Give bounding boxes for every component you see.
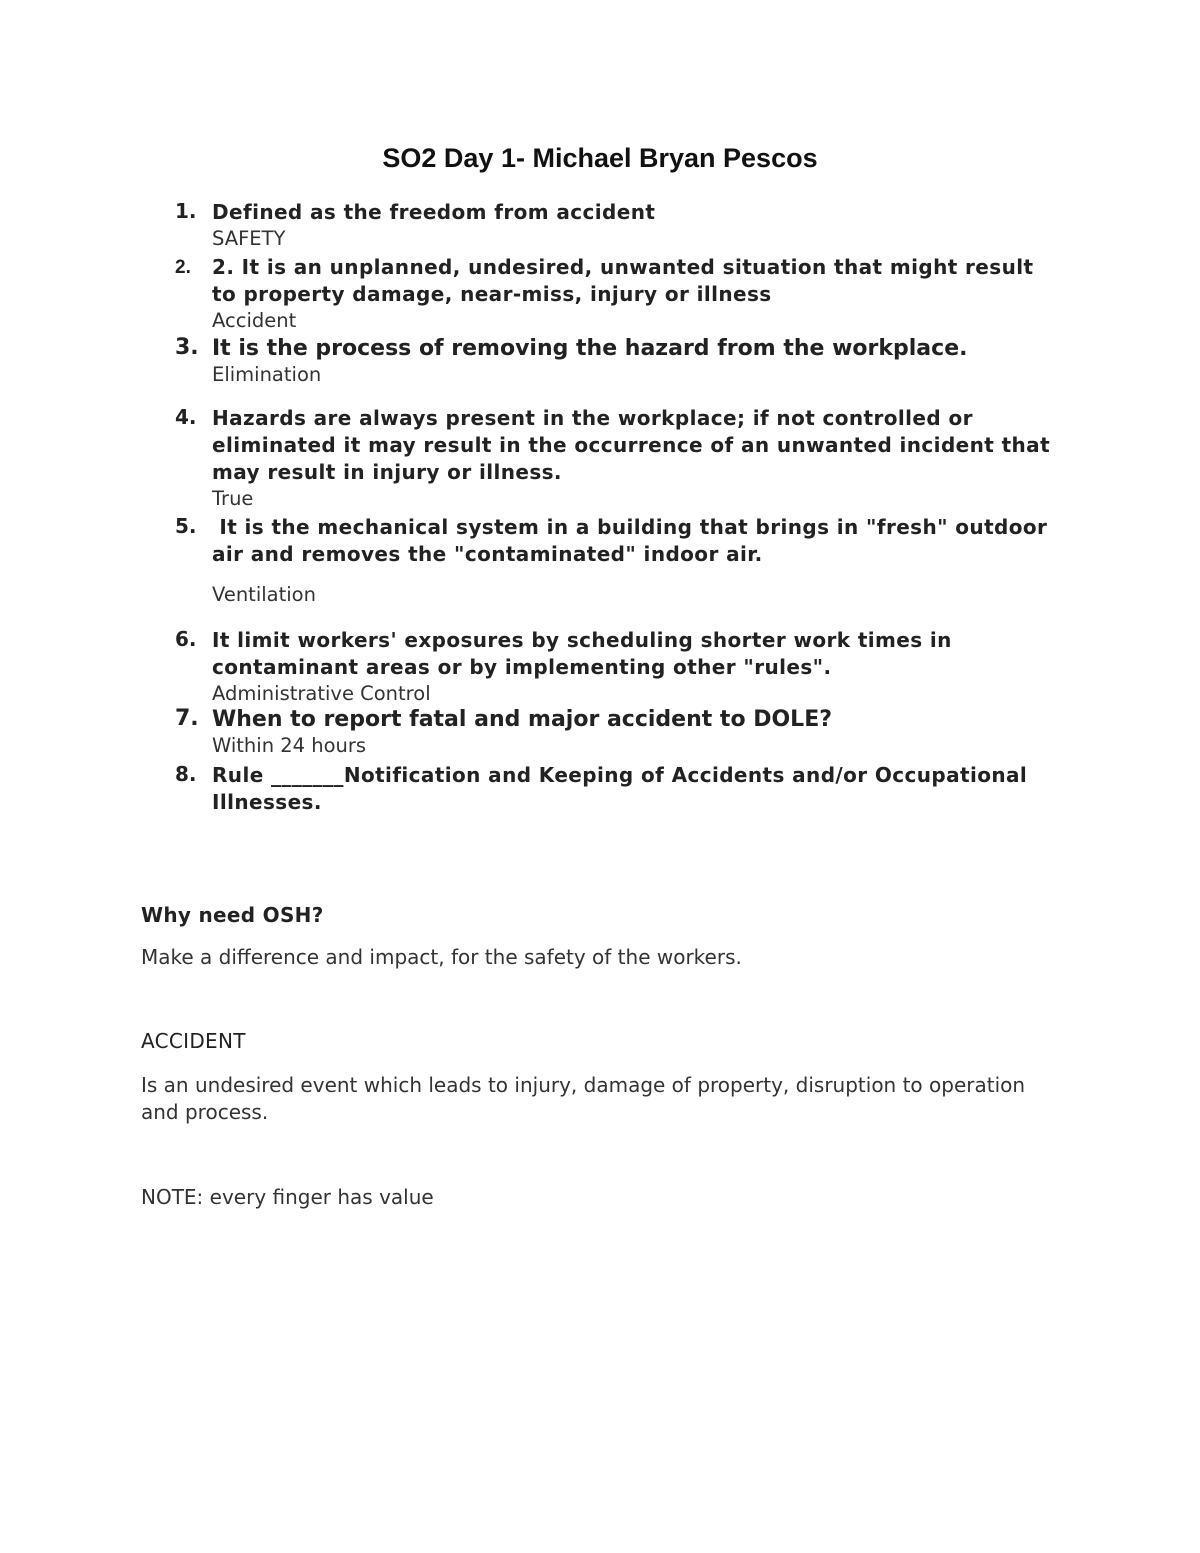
item-number: 3. <box>175 335 199 360</box>
list-item <box>175 405 1055 512</box>
item-number: 2. <box>175 257 191 278</box>
item-answer: SAFETY <box>212 227 286 250</box>
item-answer: Accident <box>212 309 297 332</box>
item-question: It is the mechanical system in a building that brings in "fresh" outdoor air and removes the "contaminated" indoor air. <box>212 515 1055 566</box>
accident-text: Is an undesired event which leads to injury, damage of property, disruption to operation and process. <box>141 1073 1026 1124</box>
why-osh-heading: Why need OSH? <box>141 903 324 927</box>
item-answer: Administrative Control <box>212 682 431 705</box>
list-item <box>175 199 1055 252</box>
accident-heading: ACCIDENT <box>141 1029 246 1053</box>
item-question: 2. It is an unplanned, undesired, unwanted situation that might result to property damage, near-miss, injury or illness <box>212 255 1034 306</box>
list-item <box>175 254 1055 334</box>
item-question: It is the process of removing the hazard from the workplace. <box>212 336 968 361</box>
item-number: 1. <box>175 199 197 223</box>
item-number: 8. <box>175 762 197 786</box>
item-answer: Within 24 hours <box>212 734 367 757</box>
list-item <box>175 762 1055 816</box>
item-question: It limit workers' exposures by scheduling shorter work times in contaminant areas or by implementing other "rules". <box>212 628 952 679</box>
item-number: 6. <box>175 627 197 651</box>
item-number: 5. <box>175 514 197 538</box>
list-item <box>175 706 1055 759</box>
item-answer: Ventilation <box>212 583 316 606</box>
why-osh-text: Make a difference and impact, for the safety of the workers. <box>141 945 742 969</box>
list-item <box>175 514 1055 608</box>
item-answer: True <box>212 487 254 510</box>
item-question: Hazards are always present in the workplace; if not controlled or eliminated it may result in the occurrence of an unwanted incident that may result in injury or illness. <box>212 406 1051 484</box>
list-item <box>175 627 1055 707</box>
item-question: Rule _______Notification and Keeping of Accidents and/or Occupational Illnesses. <box>212 763 1028 814</box>
note-text: NOTE: every finger has value <box>141 1185 434 1209</box>
item-question: When to report fatal and major accident to DOLE? <box>212 707 832 732</box>
item-number: 4. <box>175 405 197 429</box>
list-item <box>175 335 1055 388</box>
item-answer: Elimination <box>212 363 322 386</box>
document-title: SO2 Day 1- Michael Bryan Pescos <box>382 143 818 173</box>
item-number: 7. <box>175 706 199 731</box>
item-question: Defined as the freedom from accident <box>212 200 656 224</box>
